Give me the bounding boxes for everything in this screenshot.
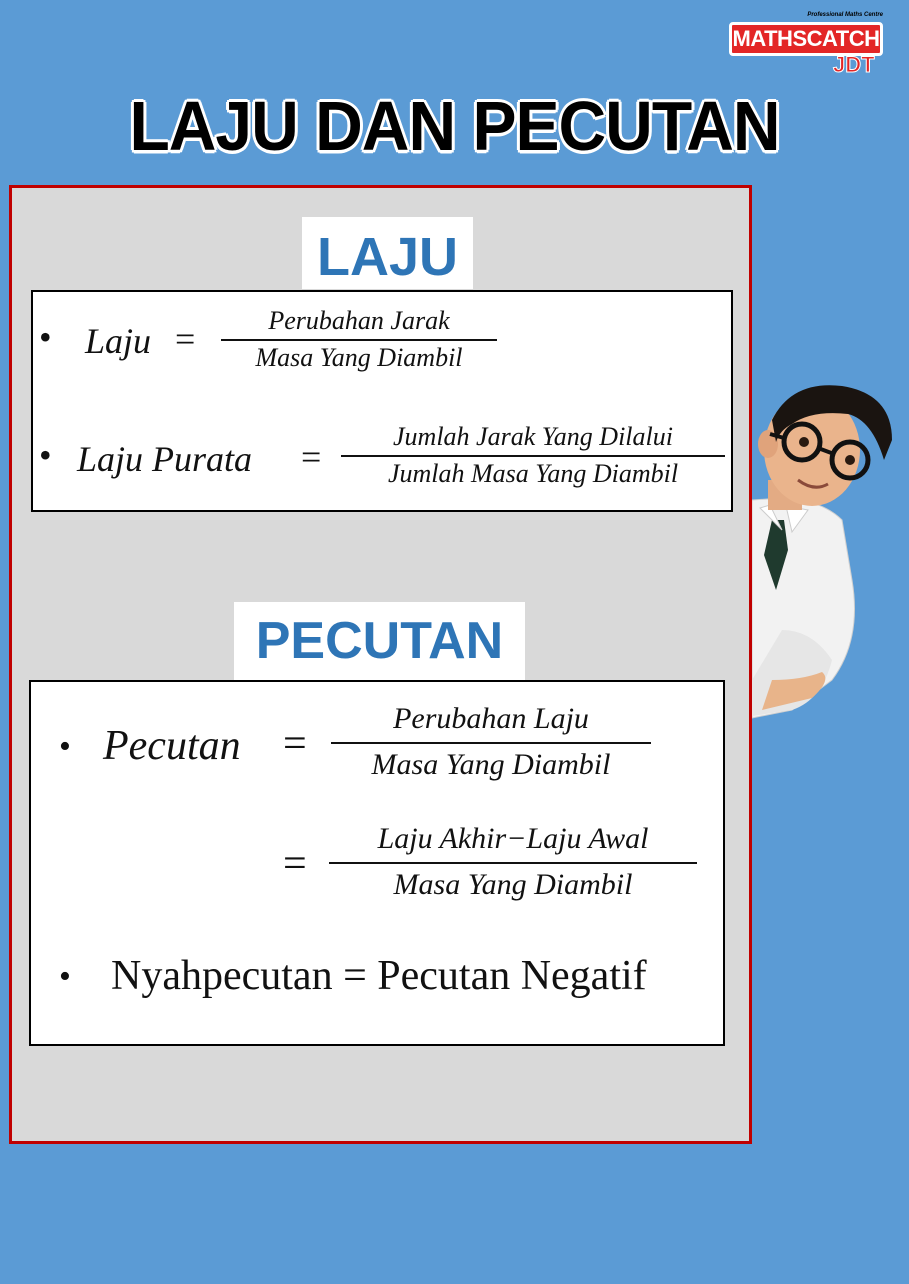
fraction-bar <box>329 862 697 864</box>
laju-lhs: Laju <box>85 321 152 361</box>
laju-purata-numerator: Jumlah Jarak Yang Dilalui <box>393 422 673 451</box>
laju-purata-fraction <box>341 422 725 489</box>
bullet-icon: • <box>39 317 52 357</box>
laju-purata-denominator: Jumlah Masa Yang Diambil <box>387 459 679 488</box>
logo-name: MATHSCATCH <box>729 22 883 56</box>
heading-pecutan: PECUTAN <box>234 602 525 680</box>
equals-sign: = <box>283 841 307 887</box>
laju-fraction <box>221 306 497 373</box>
pecutan-fraction <box>331 702 651 782</box>
pecutan-alt-denominator: Masa Yang Diambil <box>393 868 633 901</box>
equals-sign: = <box>283 721 307 767</box>
bullet-icon: • <box>59 728 71 765</box>
pecutan-numerator: Perubahan Laju <box>393 702 589 735</box>
page-title: LAJU DAN PECUTAN <box>129 87 780 165</box>
equals-sign: = <box>175 319 196 359</box>
heading-laju: LAJU <box>302 217 473 289</box>
fraction-bar <box>341 455 725 457</box>
logo-sub: JDT <box>833 52 875 77</box>
logo-tagline: Professional Maths Centre <box>807 12 883 18</box>
pecutan-denominator: Masa Yang Diambil <box>371 748 611 781</box>
bullet-icon: • <box>39 435 52 475</box>
brand-logo <box>729 12 889 80</box>
student-illustration <box>752 380 909 720</box>
equals-sign: = <box>301 437 322 477</box>
pecutan-alt-fraction <box>329 822 697 902</box>
bullet-icon: • <box>59 958 71 995</box>
laju-formula-box <box>31 290 733 512</box>
laju-numerator: Perubahan Jarak <box>268 306 450 335</box>
nyahpecutan-statement: Nyahpecutan = Pecutan Negatif <box>111 953 647 999</box>
pecutan-alt-numerator: Laju Akhir−Laju Awal <box>377 822 649 855</box>
fraction-bar <box>331 742 651 744</box>
laju-purata-lhs: Laju Purata <box>77 439 253 479</box>
pecutan-lhs: Pecutan <box>103 723 241 769</box>
laju-denominator: Masa Yang Diambil <box>255 343 463 372</box>
pecutan-formula-box <box>29 680 725 1046</box>
fraction-bar <box>221 339 497 341</box>
